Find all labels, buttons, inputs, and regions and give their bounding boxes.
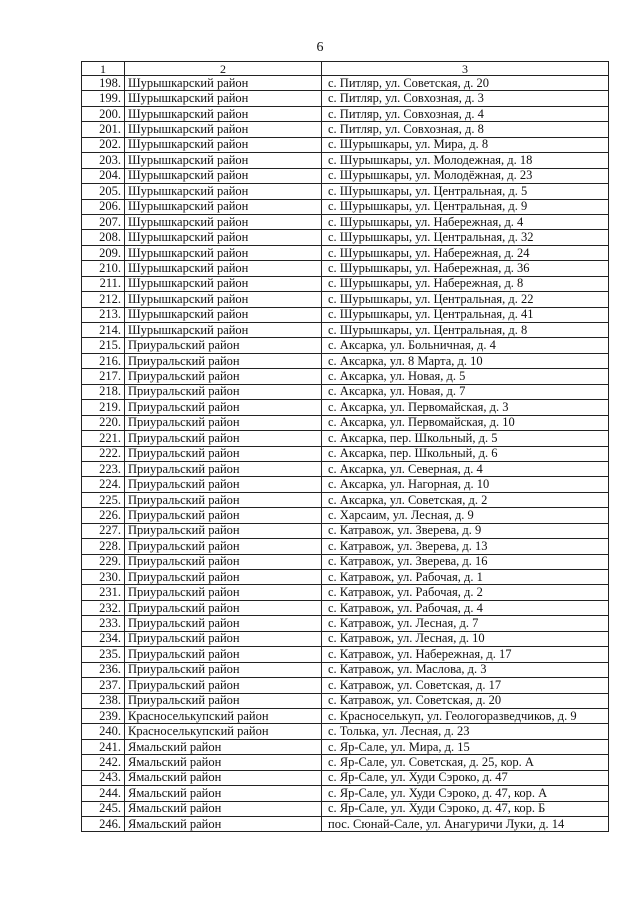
district-cell: Приуральский район: [125, 570, 322, 585]
row-number: 212.: [82, 292, 125, 307]
district-cell: Шурышкарский район: [125, 245, 322, 260]
row-number: 221.: [82, 431, 125, 446]
row-number: 215.: [82, 338, 125, 353]
table-row: [82, 600, 609, 615]
address-cell: с. Катравож, ул. Лесная, д. 7: [322, 616, 609, 631]
district-cell: Приуральский район: [125, 492, 322, 507]
page-number: 6: [316, 40, 324, 55]
district-cell: Приуральский район: [125, 508, 322, 523]
row-number: 229.: [82, 554, 125, 569]
table-row: [82, 400, 609, 415]
district-cell: Шурышкарский район: [125, 184, 322, 199]
district-cell: Приуральский район: [125, 678, 322, 693]
district-cell: Ямальский район: [125, 770, 322, 785]
row-number: 245.: [82, 801, 125, 816]
row-number: 205.: [82, 184, 125, 199]
address-cell: с. Катравож, ул. Рабочая, д. 2: [322, 585, 609, 600]
address-cell: с. Аксарка, ул. Советская, д. 2: [322, 492, 609, 507]
row-number: 210.: [82, 261, 125, 276]
row-number: 237.: [82, 678, 125, 693]
table-row: [82, 508, 609, 523]
address-cell: с. Аксарка, пер. Школьный, д. 6: [322, 446, 609, 461]
table-row: [82, 245, 609, 260]
district-cell: Приуральский район: [125, 554, 322, 569]
row-number: 200.: [82, 106, 125, 121]
address-cell: с. Катравож, ул. Лесная, д. 10: [322, 631, 609, 646]
district-cell: Красноселькупский район: [125, 724, 322, 739]
address-cell: с. Шурышкары, ул. Молодежная, д. 18: [322, 153, 609, 168]
district-cell: Красноселькупский район: [125, 708, 322, 723]
table-row: [82, 168, 609, 183]
address-cell: с. Шурышкары, ул. Набережная, д. 4: [322, 214, 609, 229]
address-cell: с. Питляр, ул. Совхозная, д. 4: [322, 106, 609, 121]
address-cell: с. Толька, ул. Лесная, д. 23: [322, 724, 609, 739]
header-col-2: 2: [125, 62, 322, 76]
table-body: [82, 76, 609, 832]
address-cell: с. Шурышкары, ул. Центральная, д. 8: [322, 323, 609, 338]
address-cell: с. Яр-Сале, ул. Худи Сэроко, д. 47, кор. А: [322, 786, 609, 801]
row-number: 238.: [82, 693, 125, 708]
table-row: [82, 539, 609, 554]
table-row: [82, 570, 609, 585]
table-row: [82, 292, 609, 307]
table-row: [82, 678, 609, 693]
row-number: 204.: [82, 168, 125, 183]
address-cell: с. Питляр, ул. Совхозная, д. 3: [322, 91, 609, 106]
table-row: [82, 724, 609, 739]
district-cell: Шурышкарский район: [125, 292, 322, 307]
table-header: [82, 62, 609, 76]
row-number: 242.: [82, 755, 125, 770]
address-cell: с. Аксарка, ул. Первомайская, д. 10: [322, 415, 609, 430]
row-number: 211.: [82, 276, 125, 291]
table-row: [82, 214, 609, 229]
table-row: [82, 616, 609, 631]
address-cell: с. Шурышкары, ул. Центральная, д. 5: [322, 184, 609, 199]
address-cell: с. Аксарка, ул. Новая, д. 7: [322, 384, 609, 399]
address-cell: с. Шурышкары, ул. Центральная, д. 9: [322, 199, 609, 214]
address-cell: с. Катравож, ул. Советская, д. 20: [322, 693, 609, 708]
header-row: [82, 62, 609, 76]
row-number: 206.: [82, 199, 125, 214]
district-cell: Ямальский район: [125, 801, 322, 816]
district-cell: Приуральский район: [125, 523, 322, 538]
district-cell: Приуральский район: [125, 647, 322, 662]
district-cell: Приуральский район: [125, 461, 322, 476]
address-cell: с. Аксарка, ул. Нагорная, д. 10: [322, 477, 609, 492]
row-number: 227.: [82, 523, 125, 538]
district-cell: Шурышкарский район: [125, 230, 322, 245]
table-row: [82, 801, 609, 816]
table-row: [82, 307, 609, 322]
row-number: 217.: [82, 369, 125, 384]
table-row: [82, 153, 609, 168]
row-number: 233.: [82, 616, 125, 631]
district-cell: Приуральский район: [125, 600, 322, 615]
address-cell: с. Катравож, ул. Зверева, д. 16: [322, 554, 609, 569]
address-cell: с. Катравож, ул. Маслова, д. 3: [322, 662, 609, 677]
district-cell: Приуральский район: [125, 446, 322, 461]
address-cell: с. Катравож, ул. Рабочая, д. 4: [322, 600, 609, 615]
address-cell: с. Аксарка, ул. Больничная, д. 4: [322, 338, 609, 353]
table-row: [82, 739, 609, 754]
district-cell: Приуральский район: [125, 662, 322, 677]
table-row: [82, 261, 609, 276]
row-number: 228.: [82, 539, 125, 554]
table-row: [82, 631, 609, 646]
header-col-3: 3: [322, 62, 609, 76]
district-cell: Шурышкарский район: [125, 276, 322, 291]
district-cell: Шурышкарский район: [125, 137, 322, 152]
address-cell: с. Катравож, ул. Советская, д. 17: [322, 678, 609, 693]
row-number: 232.: [82, 600, 125, 615]
table-row: [82, 338, 609, 353]
table-row: [82, 817, 609, 832]
row-number: 219.: [82, 400, 125, 415]
address-cell: с. Шурышкары, ул. Набережная, д. 24: [322, 245, 609, 260]
district-cell: Шурышкарский район: [125, 168, 322, 183]
address-cell: с. Шурышкары, ул. Набережная, д. 36: [322, 261, 609, 276]
table-row: [82, 91, 609, 106]
district-cell: Ямальский район: [125, 786, 322, 801]
table-row: [82, 137, 609, 152]
table-row: [82, 554, 609, 569]
address-cell: с. Шурышкары, ул. Центральная, д. 32: [322, 230, 609, 245]
district-cell: Приуральский район: [125, 693, 322, 708]
address-cell: с. Аксарка, ул. Северная, д. 4: [322, 461, 609, 476]
table-row: [82, 461, 609, 476]
district-cell: Приуральский район: [125, 539, 322, 554]
table-row: [82, 276, 609, 291]
address-cell: с. Шурышкары, ул. Набережная, д. 8: [322, 276, 609, 291]
address-cell: пос. Сюнай-Сале, ул. Анагуричи Луки, д. 14: [322, 817, 609, 832]
table-row: [82, 415, 609, 430]
table-row: [82, 755, 609, 770]
row-number: 225.: [82, 492, 125, 507]
row-number: 243.: [82, 770, 125, 785]
row-number: 199.: [82, 91, 125, 106]
district-cell: Шурышкарский район: [125, 307, 322, 322]
row-number: 224.: [82, 477, 125, 492]
table-row: [82, 431, 609, 446]
address-cell: с. Шурышкары, ул. Мира, д. 8: [322, 137, 609, 152]
address-cell: с. Харсаим, ул. Лесная, д. 9: [322, 508, 609, 523]
address-cell: с. Красноселькуп, ул. Геологоразведчиков, д. 9: [322, 708, 609, 723]
row-number: 226.: [82, 508, 125, 523]
row-number: 213.: [82, 307, 125, 322]
address-cell: с. Аксарка, ул. Первомайская, д. 3: [322, 400, 609, 415]
district-cell: Приуральский район: [125, 431, 322, 446]
row-number: 202.: [82, 137, 125, 152]
district-cell: Шурышкарский район: [125, 214, 322, 229]
table-row: [82, 662, 609, 677]
row-number: 230.: [82, 570, 125, 585]
address-cell: с. Яр-Сале, ул. Советская, д. 25, кор. А: [322, 755, 609, 770]
address-cell: с. Катравож, ул. Набережная, д. 17: [322, 647, 609, 662]
table-row: [82, 492, 609, 507]
row-number: 231.: [82, 585, 125, 600]
table-row: [82, 369, 609, 384]
row-number: 214.: [82, 323, 125, 338]
table-row: [82, 786, 609, 801]
district-cell: Шурышкарский район: [125, 122, 322, 137]
table-row: [82, 477, 609, 492]
row-number: 222.: [82, 446, 125, 461]
address-table: [81, 61, 609, 832]
row-number: 216.: [82, 353, 125, 368]
row-number: 208.: [82, 230, 125, 245]
row-number: 218.: [82, 384, 125, 399]
district-cell: Приуральский район: [125, 585, 322, 600]
district-cell: Ямальский район: [125, 755, 322, 770]
table-row: [82, 693, 609, 708]
table-row: [82, 106, 609, 121]
address-cell: с. Шурышкары, ул. Центральная, д. 22: [322, 292, 609, 307]
table-row: [82, 323, 609, 338]
district-cell: Шурышкарский район: [125, 106, 322, 121]
address-cell: с. Катравож, ул. Зверева, д. 9: [322, 523, 609, 538]
district-cell: Приуральский район: [125, 616, 322, 631]
address-cell: с. Аксарка, пер. Школьный, д. 5: [322, 431, 609, 446]
address-cell: с. Катравож, ул. Зверева, д. 13: [322, 539, 609, 554]
header-col-1: 1: [82, 62, 125, 76]
row-number: 220.: [82, 415, 125, 430]
district-cell: Приуральский район: [125, 369, 322, 384]
address-cell: с. Питляр, ул. Совхозная, д. 8: [322, 122, 609, 137]
address-cell: с. Питляр, ул. Советская, д. 20: [322, 76, 609, 91]
row-number: 201.: [82, 122, 125, 137]
district-cell: Приуральский район: [125, 353, 322, 368]
row-number: 234.: [82, 631, 125, 646]
table-row: [82, 353, 609, 368]
address-cell: с. Аксарка, ул. 8 Марта, д. 10: [322, 353, 609, 368]
row-number: 207.: [82, 214, 125, 229]
table-row: [82, 585, 609, 600]
table-row: [82, 384, 609, 399]
district-cell: Приуральский район: [125, 338, 322, 353]
table-row: [82, 708, 609, 723]
row-number: 239.: [82, 708, 125, 723]
table-row: [82, 199, 609, 214]
address-cell: с. Шурышкары, ул. Молодёжная, д. 23: [322, 168, 609, 183]
district-cell: Приуральский район: [125, 384, 322, 399]
row-number: 241.: [82, 739, 125, 754]
table-row: [82, 770, 609, 785]
row-number: 246.: [82, 817, 125, 832]
row-number: 223.: [82, 461, 125, 476]
row-number: 240.: [82, 724, 125, 739]
address-cell: с. Яр-Сале, ул. Худи Сэроко, д. 47, кор. Б: [322, 801, 609, 816]
address-cell: с. Аксарка, ул. Новая, д. 5: [322, 369, 609, 384]
district-cell: Шурышкарский район: [125, 261, 322, 276]
table-row: [82, 523, 609, 538]
table-row: [82, 184, 609, 199]
table-row: [82, 122, 609, 137]
row-number: 203.: [82, 153, 125, 168]
table-row: [82, 647, 609, 662]
row-number: 209.: [82, 245, 125, 260]
district-cell: Ямальский район: [125, 739, 322, 754]
address-cell: с. Яр-Сале, ул. Худи Сэроко, д. 47: [322, 770, 609, 785]
row-number: 244.: [82, 786, 125, 801]
address-cell: с. Шурышкары, ул. Центральная, д. 41: [322, 307, 609, 322]
address-cell: с. Яр-Сале, ул. Мира, д. 15: [322, 739, 609, 754]
district-cell: Шурышкарский район: [125, 91, 322, 106]
district-cell: Приуральский район: [125, 477, 322, 492]
district-cell: Приуральский район: [125, 415, 322, 430]
row-number: 235.: [82, 647, 125, 662]
district-cell: Шурышкарский район: [125, 199, 322, 214]
row-number: 236.: [82, 662, 125, 677]
district-cell: Приуральский район: [125, 400, 322, 415]
row-number: 198.: [82, 76, 125, 91]
table-row: [82, 76, 609, 91]
district-cell: Шурышкарский район: [125, 323, 322, 338]
address-cell: с. Катравож, ул. Рабочая, д. 1: [322, 570, 609, 585]
table-row: [82, 230, 609, 245]
district-cell: Ямальский район: [125, 817, 322, 832]
district-cell: Шурышкарский район: [125, 153, 322, 168]
district-cell: Шурышкарский район: [125, 76, 322, 91]
table-row: [82, 446, 609, 461]
district-cell: Приуральский район: [125, 631, 322, 646]
